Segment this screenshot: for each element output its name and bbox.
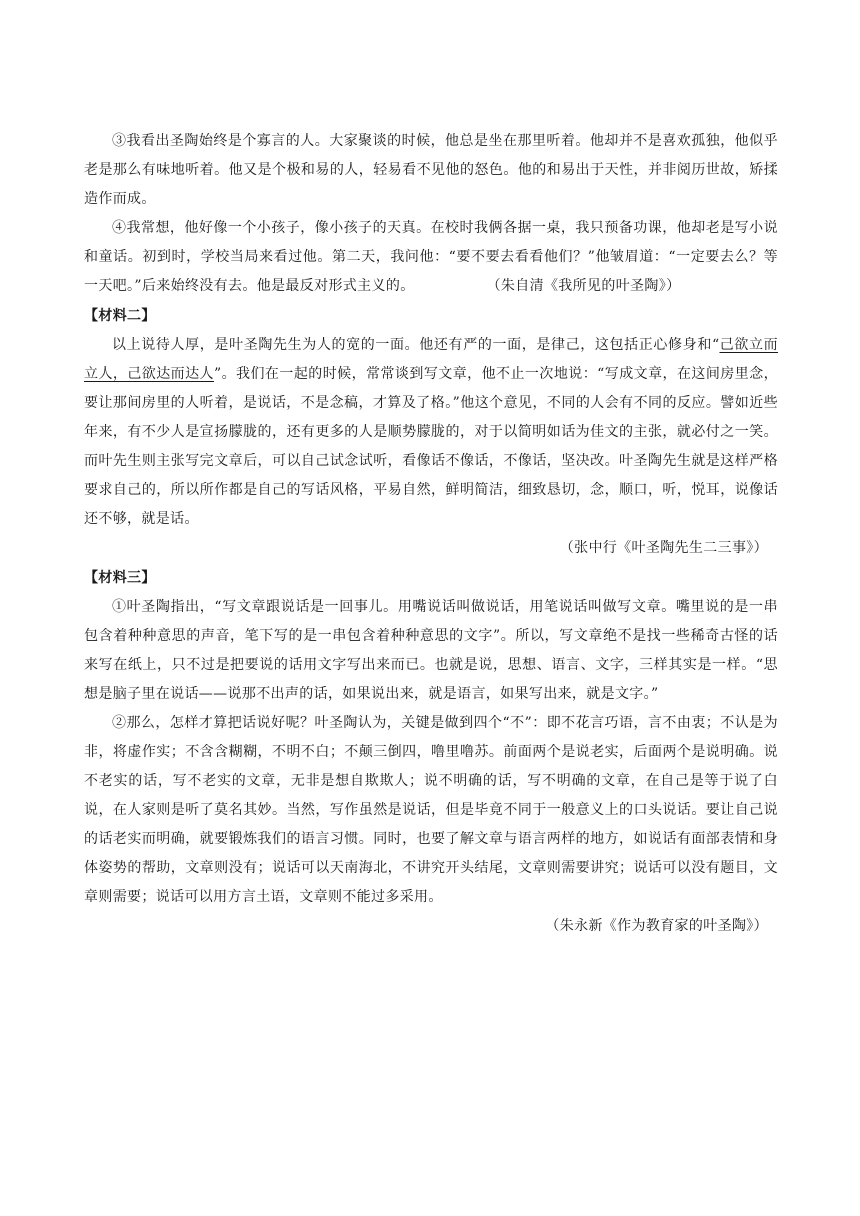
material2-paragraph-1-start: 以上说待人厚，是叶圣陶先生为人的宽的一面。他还有严的一面，是律己，这包括正心修身和“ xyxy=(112,337,720,353)
material1-paragraph-4 xyxy=(84,214,778,301)
material1-source: （朱自清《我所见的叶圣陶》） xyxy=(486,278,681,294)
material1-paragraph-4-text: ④我常想，他好像一个小孩子，像小孩子的天真。在校时我俩各据一桌，我只预备功课，他却老是写小说和童话。初到时，学校当局来看过他。第二天，我问他：“要不要去看看他们？”他皱眉道：“一定要去么？等一天吧。”后来始终没有去。他是最反对形式主义的。 xyxy=(84,220,778,294)
material2-paragraph-1-end: ”。我们在一起的时候，常常谈到写文章，他不止一次地说：“写成文章，在这间房里念，要让那间房里的人听着，是说话，不是念稿，才算及了格。”他这个意见，不同的人会有不同的反应。譬如近些年来，有不少人是宣扬朦胧的，还有更多的人是顺势朦胧的，对于以简明如话为佳文的主张，就必付之一笑。而叶先生则主张写完文章后，可以自己试念试听，看像话不像话，不像话，坚决改。叶圣陶先生就是这样严格要求自己的，所以所作都是自己的写话风格，平易自然，鲜明简洁，细致恳切，念，顺口，听，悦耳，说像话还不够，就是话。 xyxy=(84,366,778,527)
material2-paragraph-1 xyxy=(84,331,778,534)
material1-paragraph-3: ③我看出圣陶始终是个寡言的人。大家聚谈的时候，他总是坐在那里听着。他却并不是喜欢孤独，他似乎老是那么有味地听着。他又是个极和易的人，轻易看不见他的怒色。他的和易出于天性，并非阅历世故，矫揉造作而成。 xyxy=(84,133,778,207)
material3-paragraph-2: ②那么，怎样才算把话说好呢？叶圣陶认为，关键是做到四个“不”：即不花言巧语，言不由衷；不认是为非，将虚作实；不含含糊糊，不明不白；不颠三倒四，噜里噜苏。前面两个是说老实，后面两个是说明确。说不老实的话，写不老实的文章，无非是想自欺欺人；说不明确的话，写不明确的文章，在自己是等于说了白说，在人家则是听了莫名其妙。当然，写作虽然是说话，但是毕竟不同于一般意义上的口头说话。要让自己说的话老实而明确，就要锻炼我们的语言习惯。同时，也要了解文章与语言两样的地方，如说话有面部表情和身体姿势的帮助，文章则没有；说话可以天南海北，不讲究开头结尾，文章则需要讲究；说话可以没有题目，文章则需要；说话可以用方言土语，文章则不能过多采用。 xyxy=(84,715,778,905)
document-page xyxy=(84,127,778,941)
material2-heading: 【材料二】 xyxy=(84,308,156,324)
material2-underlined-quote: 己欲立而立人，己欲达而达人 xyxy=(84,337,779,382)
material3-source: （朱永新《作为教育家的叶圣陶》） xyxy=(545,918,768,934)
material3-paragraph-1: ①叶圣陶指出，“写文章跟说话是一回事儿。用嘴说话叫做说话，用笔说话叫做写文章。嘴里说的是一串包含着种种意思的声音，笔下写的是一串包含着种种意思的文字”。所以，写文章绝不是找一些稀奇古怪的话来写在纸上，只不过是把要说的话用文字写出来而已。也就是说，思想、语言、文字，三样其实是一样。“思想是脑子里在说话——说那不出声的话，如果说出来，就是语言，如果写出来，就是文字。” xyxy=(84,599,778,702)
material2-source: （张中行《叶圣陶先生二三事》） xyxy=(559,540,768,556)
material3-heading: 【材料三】 xyxy=(84,570,156,586)
